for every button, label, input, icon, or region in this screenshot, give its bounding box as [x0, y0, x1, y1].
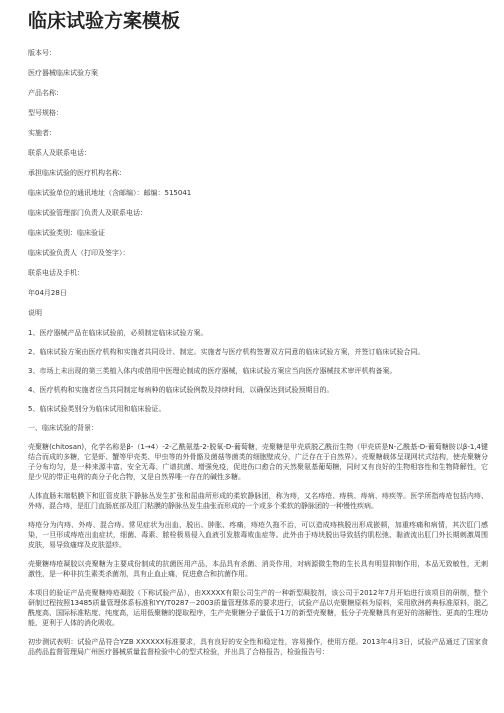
- paragraph-chitosan: 壳聚糖(chitosan)，化学名称是β-（1→4）-2-乙酰氨基-2-脱氧-D-葡萄糖，壳聚糖是甲壳质脱乙酰衍生物（甲壳质是N-乙酰基-D-葡萄糖胺以β-1,4键结合而成的多糖，它是虾、蟹等甲壳类、甲虫等的外骨骼及菌菇等菌类的细胞壁成分，广泛存在于自然界）。壳聚糖载体呈现网状式结构，使壳聚糖分子分布均匀，是一种来源丰富、安全无毒、广谱抗菌、增强免疫，促进伤口愈合的天然聚氨基葡萄糖，同时又有良好的生物相容性和生物降解性，它是少见的带正电荷的高分子化合物，又是自然界唯一存在的碱性多糖。: [28, 443, 488, 481]
- note-item-1: 1、医疗器械产品在临床试验前，必须制定临床试验方案。: [28, 329, 208, 337]
- body-section: [28, 328, 488, 657]
- paragraph-hemorrhoid-definition: 人体直肠末端粘膜下和肛管皮肤下静脉丛发生扩张和屈曲所形成的柔软静脉团，称为痔，又名痔疮、痔核、痔病、痔疾等。医学所指痔疮包括内痔、外痔、混合痔，是肛门直肠底部及肛门粘膜的静脉丛发生曲张而形成的一个或多个柔软的静脉团的一种慢性疾病。: [28, 492, 488, 510]
- trial-lead-line: 临床试验负责人（打印及签字）：: [28, 249, 130, 257]
- product-name-line: 产品名称：: [28, 89, 63, 97]
- version-line: 版本号：: [28, 49, 56, 57]
- paragraph-initial-testing: 初步测试表明：试验产品符合YZB XXXXXX标准要求，具有良好的安全性和稳定性，容易操作，使用方便。2013年4月3日，试验产品通过了国家食品药品监督管理局广州医疗器械质量监督检验中心的型式检验，并出具了合格报告，检验报告号：: [28, 638, 488, 656]
- paragraph-hemorrhoid-types: 痔疮分为内痔、外痔、混合痔。常见症状为出血、脱出、肿胀、疼痛，痔疮久拖不治，可以造成痔核脱出形成嵌顿，加重疼痛和病情，其次肛门感染，一旦形成痔疮出血症状，细菌、毒素、脓栓极易侵入血液引发脓毒败血症等。此外由于痔块脱出导致括约肌松弛、黏液流出肛门外长期刺激周围皮肤，易导致瘙痒及皮肤湿疹。: [28, 521, 488, 549]
- protocol-heading: 医疗器械临床试验方案: [28, 69, 98, 77]
- address-line: 临床试验单位的通讯地址（含邮编）：邮编：515041: [28, 189, 192, 197]
- paragraph-product-development: 本项目的验证产品壳聚糖痔疮凝胶（下称试验产品），由XXXXX有限公司生产的一种新型凝胶剂，该公司于2012年7月开始进行该项目的研制，整个研制过程按照13485质量管理体系标准和YY/T0287－2003质量管理体系的要求进行，试验产品以壳聚糖原料为原料，采用欧洲药典标准原料，脱乙酰度高、国际标准粘度、纯度高，运用低聚糖的提取程序，生产壳聚糖分子量低于1万的新型壳聚糖，低分子壳聚糖具有更好的溶解性、更高的生理功能，更利于人体的消化吸收。: [28, 589, 488, 627]
- sponsor-line: 实施者：: [28, 129, 56, 137]
- document-title: 临床试验方案模板: [28, 10, 181, 32]
- institution-line: 承担临床试验的医疗机构名称：: [28, 169, 126, 177]
- note-item-5: 5、临床试验类别分为临床试用和临床验证。: [28, 405, 166, 413]
- trial-category-line: 临床试验类别：临床验证: [28, 229, 105, 237]
- meta-section: [28, 48, 488, 318]
- contact-line: 联系人及联系电话：: [28, 149, 91, 157]
- section-heading-background: 一、临床试验的背景：: [28, 424, 98, 432]
- date-line: 年04月28日: [28, 289, 67, 297]
- manager-contact-line: 临床试验管理部门负责人及联系电话：: [28, 209, 147, 217]
- note-item-4: 4、医疗机构和实施者应当共同制定每病种的临床试验例数及持续时间，以确保达到试验预期目的。: [28, 386, 334, 394]
- model-spec-line: 型号规格：: [28, 109, 63, 117]
- note-item-2: 2、临床试验方案由医疗机构和实施者共同设计、制定。实施者与医疗机构签署双方同意的临床试验方案，并签订临床试验合同。: [28, 348, 425, 356]
- phone-line: 联系电话及手机：: [28, 269, 84, 277]
- note-item-3: 3、市场上未出现的第三类植入体内或借用中医理论制成的医疗器械，临床试验方案应当向医疗器械技术审评机构备案。: [28, 367, 397, 375]
- paragraph-gel-function: 壳聚糖痔疮凝胶以壳聚糖为主要成份制成的抗菌医用产品，本品具有杀菌、消炎作用，对病源微生物的生长具有明显抑制作用，本品无致敏性，无刺激性，是一种非抗生素类杀菌剂，具有止血止痛，促进愈合和抗菌作用。: [28, 560, 488, 578]
- notes-heading: 说明: [28, 309, 42, 317]
